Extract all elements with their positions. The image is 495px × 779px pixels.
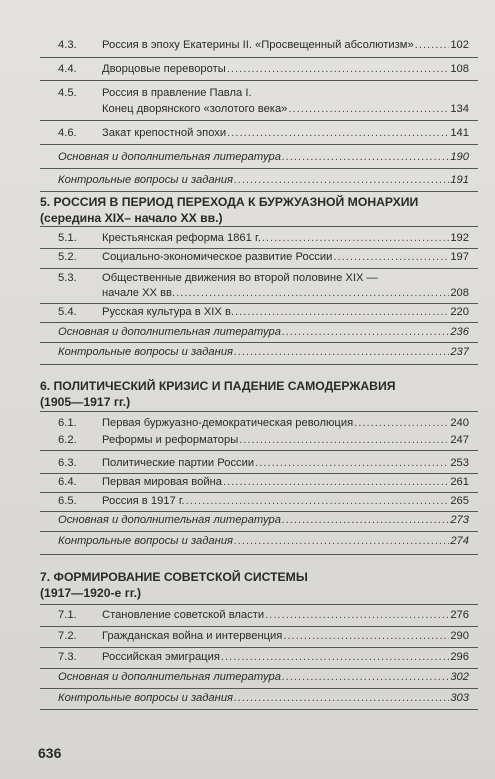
toc-literature	[58, 150, 469, 164]
divider	[40, 473, 478, 474]
toc-entry	[58, 650, 469, 664]
dot-leader	[235, 305, 449, 319]
divider	[40, 411, 478, 412]
chapter-title: 6. ПОЛИТИЧЕСКИЙ КРИЗИС И ПАДЕНИЕ САМОДЕРЖАВИЯ	[40, 379, 396, 393]
dot-leader	[354, 416, 449, 430]
chapter-subtitle: (1905—1917 гг.)	[40, 395, 131, 409]
dot-leader	[283, 629, 449, 643]
chapter-heading	[40, 378, 475, 410]
entry-title: Первая мировая война	[102, 476, 222, 488]
dot-leader	[282, 325, 449, 339]
literature-title: Основная и дополнительная литература	[58, 671, 281, 683]
dot-leader	[223, 475, 449, 489]
dot-leader	[282, 670, 449, 684]
literature-title: Основная и дополнительная литература	[58, 326, 281, 338]
chapter-subtitle: (1917—1920-е гг.)	[40, 586, 142, 600]
dot-leader	[234, 345, 449, 359]
divider	[40, 450, 478, 451]
entry-title: Русская культура в XIX в.	[102, 306, 235, 318]
entry-page: 190	[450, 151, 469, 163]
toc-literature	[58, 325, 469, 339]
dot-leader	[262, 231, 450, 245]
entry-page: 191	[450, 174, 469, 186]
toc-entry	[58, 629, 469, 643]
entry-page: 102	[450, 39, 469, 51]
entry-title: Крестьянская реформа 1861 г.	[102, 232, 261, 244]
entry-number: 6.5.	[58, 495, 77, 507]
entry-number: 6.1.	[58, 417, 77, 429]
entry-page: 108	[450, 63, 469, 75]
divider	[40, 191, 478, 192]
dot-leader	[234, 173, 449, 187]
page-number: 636	[38, 745, 62, 761]
dot-leader	[288, 102, 449, 116]
toc-literature	[58, 670, 469, 684]
toc-entry-first-line	[58, 271, 469, 285]
toc-questions	[58, 173, 469, 187]
divider	[40, 144, 478, 145]
toc-entry	[58, 494, 469, 508]
divider	[40, 168, 478, 169]
entry-page: 141	[450, 127, 469, 139]
entry-page: 276	[450, 609, 469, 621]
entry-title-line1: Россия в правление Павла I.	[102, 87, 252, 99]
entry-title: Дворцовые перевороты	[102, 63, 226, 75]
entry-title: Политические партии России	[102, 457, 255, 469]
entry-page: 192	[450, 232, 469, 244]
dot-leader	[333, 250, 449, 264]
toc-entry	[58, 286, 469, 300]
entry-title: Россия в эпоху Екатерины II. «Просвещенный абсолютизм»	[102, 39, 414, 51]
toc-entry	[58, 102, 469, 116]
dot-leader	[265, 608, 449, 622]
toc-literature	[58, 513, 469, 527]
divider	[40, 554, 478, 555]
entry-title-line1: Общественные движения во второй половине XIX —	[102, 272, 378, 284]
toc-entry	[58, 416, 469, 430]
dot-leader	[239, 433, 449, 447]
divider	[40, 688, 478, 689]
entry-page: 253	[450, 457, 469, 469]
entry-title: Закат крепостной эпохи	[102, 127, 227, 139]
entry-number: 7.3.	[58, 651, 77, 663]
entry-number: 4.4.	[58, 63, 77, 75]
dot-leader	[282, 150, 449, 164]
divider	[40, 647, 478, 648]
entry-title-line2: Конец дворянского «золотого века»	[102, 103, 288, 115]
entry-number: 6.4.	[58, 476, 77, 488]
divider	[40, 268, 478, 269]
entry-number: 4.5.	[58, 87, 77, 99]
entry-number: 4.3.	[58, 39, 77, 51]
divider	[40, 226, 478, 227]
entry-number: 6.3.	[58, 457, 77, 469]
questions-title: Контрольные вопросы и задания	[58, 174, 234, 186]
entry-title: Гражданская война и интервенция	[102, 630, 283, 642]
divider	[40, 303, 478, 304]
entry-title: Социально-экономическое развитие России	[102, 251, 333, 263]
dot-leader	[186, 494, 450, 508]
divider	[40, 80, 478, 81]
entry-page: 290	[450, 630, 469, 642]
chapter-subtitle: (середина XIX– начало XX вв.)	[40, 211, 223, 225]
chapter-title: 7. ФОРМИРОВАНИЕ СОВЕТСКОЙ СИСТЕМЫ	[40, 570, 308, 584]
divider	[40, 342, 478, 343]
dot-leader	[227, 62, 450, 76]
entry-page: 265	[450, 495, 469, 507]
divider	[40, 668, 478, 669]
toc-entry	[58, 305, 469, 319]
entry-title: Первая буржуазно-демократическая революция	[102, 417, 354, 429]
entry-page: 134	[450, 103, 469, 115]
entry-page: 236	[450, 326, 469, 338]
chapter-title: 5. РОССИЯ В ПЕРИОД ПЕРЕХОДА К БУРЖУАЗНОЙ МОНАРХИИ	[40, 195, 419, 209]
entry-page: 273	[450, 514, 469, 526]
entry-number: 5.3.	[58, 272, 77, 284]
entry-number: 4.6.	[58, 127, 77, 139]
toc-entry-first-line	[58, 86, 469, 100]
entry-number: 5.2.	[58, 251, 77, 263]
entry-page: 237	[450, 346, 469, 358]
entry-title: Становление советской власти	[102, 609, 265, 621]
entry-page: 220	[450, 306, 469, 318]
entry-page: 247	[450, 434, 469, 446]
divider	[40, 57, 478, 58]
dot-leader	[221, 650, 449, 664]
toc-questions	[58, 534, 469, 548]
toc-questions	[58, 691, 469, 705]
toc-entry	[58, 38, 469, 52]
divider	[40, 492, 478, 493]
questions-title: Контрольные вопросы и задания	[58, 346, 234, 358]
entry-page: 296	[450, 651, 469, 663]
toc-entry	[58, 608, 469, 622]
entry-title-line2: начале XX вв.	[102, 287, 176, 299]
divider	[40, 248, 478, 249]
toc-entry	[58, 126, 469, 140]
entry-page: 302	[450, 671, 469, 683]
divider	[40, 709, 478, 710]
dot-leader	[227, 126, 449, 140]
entry-title: Реформы и реформаторы	[102, 434, 239, 446]
entry-title: Российская эмиграция	[102, 651, 220, 663]
entry-number: 5.4.	[58, 306, 77, 318]
divider	[40, 364, 478, 365]
entry-number: 6.2.	[58, 434, 77, 446]
toc-entry	[58, 231, 469, 245]
divider	[40, 604, 478, 605]
divider	[40, 322, 478, 323]
divider	[40, 531, 478, 532]
entry-page: 274	[450, 535, 469, 547]
toc-entry	[58, 475, 469, 489]
toc-entry	[58, 456, 469, 470]
entry-number: 5.1.	[58, 232, 77, 244]
toc-questions	[58, 345, 469, 359]
literature-title: Основная и дополнительная литература	[58, 514, 281, 526]
dot-leader	[415, 38, 450, 52]
chapter-heading	[40, 194, 475, 226]
entry-page: 197	[450, 251, 469, 263]
questions-title: Контрольные вопросы и задания	[58, 535, 234, 547]
entry-page: 303	[450, 692, 469, 704]
dot-leader	[282, 513, 449, 527]
entry-title: Россия в 1917 г.	[102, 495, 185, 507]
divider	[40, 511, 478, 512]
entry-page: 261	[450, 476, 469, 488]
toc-entry	[58, 62, 469, 76]
entry-number: 7.1.	[58, 609, 77, 621]
dot-leader	[255, 456, 449, 470]
dot-leader	[234, 691, 449, 705]
entry-page: 208	[450, 287, 469, 299]
entry-number: 7.2.	[58, 630, 77, 642]
literature-title: Основная и дополнительная литература	[58, 151, 281, 163]
dot-leader	[176, 286, 449, 300]
toc-entry	[58, 250, 469, 264]
toc-entry	[58, 433, 469, 447]
chapter-heading	[40, 569, 475, 601]
divider	[40, 120, 478, 121]
questions-title: Контрольные вопросы и задания	[58, 692, 234, 704]
divider	[40, 626, 478, 627]
dot-leader	[234, 534, 449, 548]
entry-page: 240	[450, 417, 469, 429]
